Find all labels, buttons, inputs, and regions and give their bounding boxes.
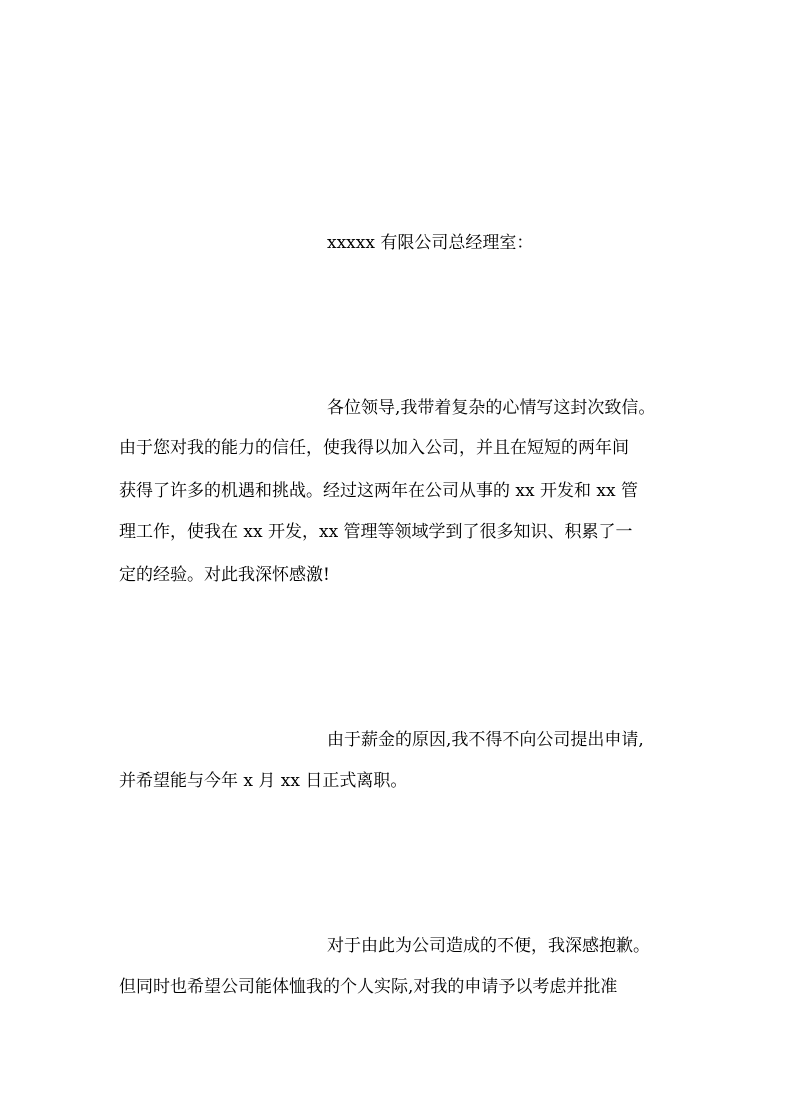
paragraph-1-line-1: 各位领导,我带着复杂的心情写这封次致信。 [327, 398, 656, 418]
paragraph-1-line-3: 获得了许多的机遇和挑战。经过这两年在公司从事的 xx 开发和 xx 管 [119, 481, 638, 501]
paragraph-1-line-4: 理工作，使我在 xx 开发，xx 管理等领域学到了很多知识、积累了一 [119, 522, 633, 542]
paragraph-1-line-5: 定的经验。对此我深怀感激! [119, 565, 330, 585]
paragraph-1-line-2: 由于您对我的能力的信任，使我得以加入公司，并且在短短的两年间 [119, 438, 629, 458]
paragraph-3-line-2: 但同时也希望公司能体恤我的个人实际,对我的申请予以考虑并批准 [119, 977, 618, 997]
paragraph-3-line-1: 对于由此为公司造成的不便，我深感抱歉。 [327, 936, 650, 956]
salutation: xxxxx 有限公司总经理室： [327, 233, 534, 253]
paragraph-2-line-2: 并希望能与今年 x 月 xx 日正式离职。 [119, 771, 408, 791]
paragraph-2-line-1: 由于薪金的原因,我不得不向公司提出申请, [327, 730, 644, 750]
